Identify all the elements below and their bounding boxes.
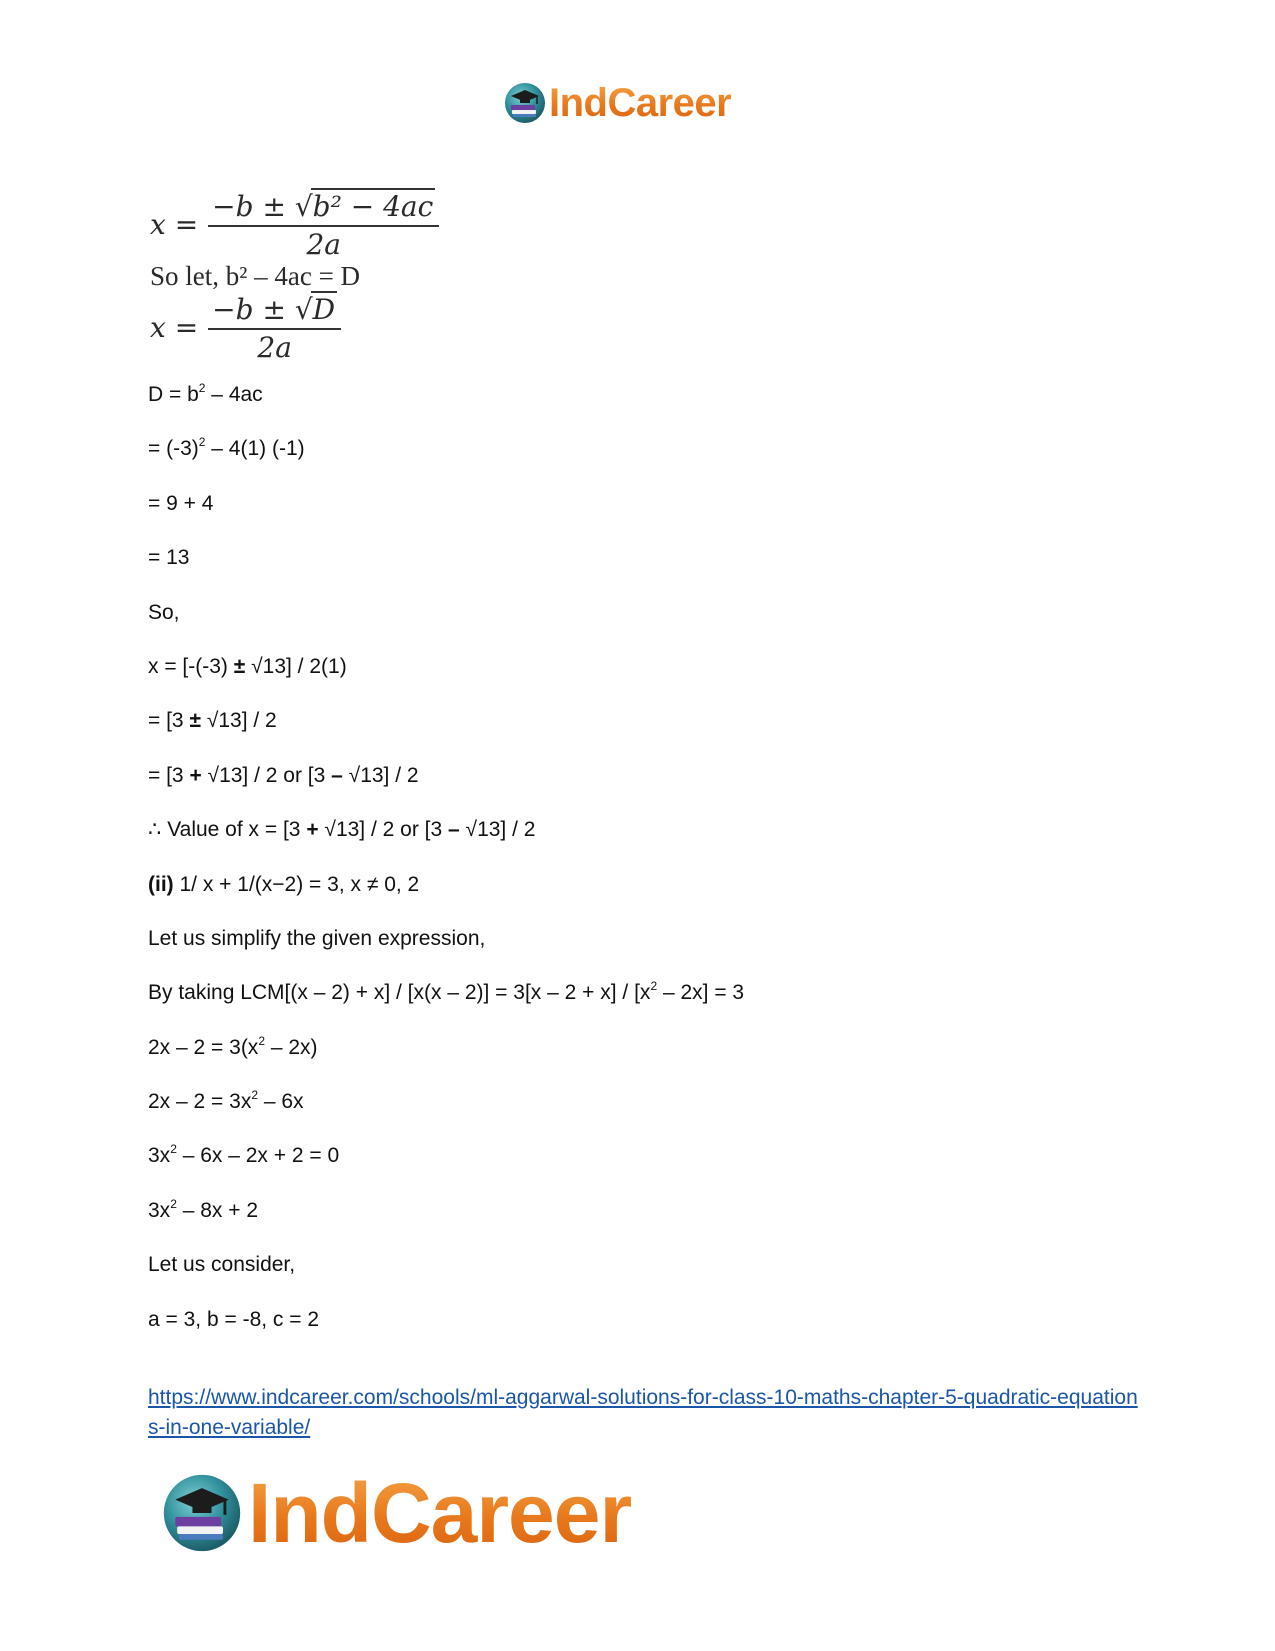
- brand-name: IndCareer: [248, 1465, 632, 1560]
- sqrt-icon: √: [294, 190, 313, 223]
- text-segment: – 6x: [258, 1090, 304, 1114]
- text-segment: = [3: [148, 709, 190, 733]
- text-segment: = [3: [148, 763, 190, 787]
- quadratic-formula-block: [150, 188, 439, 364]
- superscript: 2: [170, 1196, 177, 1211]
- text-segment: – 6x – 2x + 2 = 0: [176, 1144, 340, 1168]
- text-segment: √13] / 2 or [3: [318, 818, 449, 842]
- text-line: = 9 + 4: [148, 491, 214, 515]
- text-segment: = (-3): [148, 437, 199, 461]
- discriminant-formula: [150, 291, 439, 364]
- superscript: 2: [170, 1142, 177, 1157]
- graduation-cap-books-icon: [503, 81, 547, 125]
- text-segment: 3x: [148, 1198, 171, 1222]
- text-line: [148, 380, 744, 410]
- superscript: 2: [198, 435, 206, 450]
- radicand: D: [312, 293, 336, 326]
- solution-lines: [148, 380, 744, 1359]
- text-line: a = 3, b = -8, c = 2: [148, 1307, 320, 1331]
- text-segment: 2x – 2 = 3x: [148, 1090, 252, 1114]
- text-segment: √13] / 2: [342, 763, 419, 787]
- text-segment: By taking LCM[(x – 2) + x] / [x(x – 2)] = 3[x – 2 + x] / [x: [148, 981, 651, 1005]
- superscript: 2: [198, 381, 206, 395]
- superscript: 2: [258, 1033, 265, 1048]
- text-segment: – 2x] = 3: [657, 981, 745, 1005]
- text-segment: √13] / 2 or [3: [201, 763, 332, 787]
- plus-minus-symbol: ±: [189, 709, 201, 733]
- text-line: [148, 870, 744, 900]
- text-line: = 13: [148, 546, 190, 570]
- so-let-line: So let, b² – 4ac = D: [150, 261, 361, 291]
- sqrt-icon: √: [294, 293, 313, 326]
- formula-fraction: [208, 291, 341, 364]
- text-segment: √13] / 2: [459, 818, 536, 842]
- formula-numerator: [208, 291, 341, 330]
- text-line: [148, 652, 744, 682]
- graduation-cap-books-icon: [160, 1471, 244, 1555]
- formula-fraction: [208, 188, 439, 261]
- plus-minus-symbol: ±: [233, 654, 246, 678]
- radicand: b² − 4ac: [312, 190, 434, 223]
- footer-logo: [160, 1465, 632, 1560]
- minus-symbol: –: [331, 763, 343, 787]
- text-line: [148, 761, 744, 791]
- text-line: [148, 1196, 744, 1226]
- formula-lhs: x =: [150, 208, 199, 241]
- formula-denominator: 2a: [257, 331, 292, 364]
- plus-symbol: +: [306, 818, 319, 842]
- numerator-text: −b ±: [212, 190, 295, 223]
- text-segment: 1/ x + 1/(x−2) = 3, x ≠ 0, 2: [173, 872, 420, 896]
- text-line: So,: [148, 600, 180, 624]
- superscript: 2: [650, 979, 658, 994]
- text-segment: 3x: [148, 1144, 171, 1168]
- formula-denominator: 2a: [306, 228, 341, 261]
- text-segment: D = b: [148, 383, 199, 406]
- brand-name: IndCareer: [549, 80, 732, 125]
- plus-symbol: +: [189, 763, 202, 787]
- text-line: [148, 1033, 744, 1063]
- text-line: [148, 1087, 744, 1117]
- formula-numerator: [208, 188, 439, 227]
- general-quadratic-formula: [150, 188, 439, 261]
- text-line: Let us simplify the given expression,: [148, 926, 486, 950]
- text-line: [148, 706, 744, 736]
- text-segment: – 2x): [265, 1035, 318, 1059]
- minus-symbol: –: [448, 818, 460, 842]
- numerator-text: −b ±: [212, 293, 295, 326]
- text-segment: 2x – 2 = 3(x: [148, 1035, 259, 1059]
- text-segment: x = [-(-3): [148, 654, 234, 678]
- text-line: Let us consider,: [148, 1253, 296, 1277]
- text-line: [148, 815, 744, 845]
- source-url-link[interactable]: https://www.indcareer.com/schools/ml-aggarwal-solutions-for-class-10-maths-chapter-5-quadratic-equations-in-one-variable/: [148, 1386, 1138, 1439]
- text-segment: √13] / 2: [200, 709, 277, 733]
- text-segment: – 4(1) (-1): [205, 437, 305, 461]
- text-segment: √13] / 2(1): [245, 654, 347, 678]
- text-segment: – 8x + 2: [176, 1198, 259, 1222]
- superscript: 2: [251, 1088, 259, 1103]
- text-line: [148, 1141, 744, 1171]
- header-logo: [503, 80, 731, 126]
- text-segment: ∴ Value of x = [3: [148, 818, 307, 842]
- text-line: [148, 434, 744, 464]
- text-line: [148, 978, 744, 1008]
- text-segment: – 4ac: [205, 383, 263, 406]
- part-label: (ii): [148, 872, 174, 896]
- formula-lhs: x =: [150, 311, 199, 344]
